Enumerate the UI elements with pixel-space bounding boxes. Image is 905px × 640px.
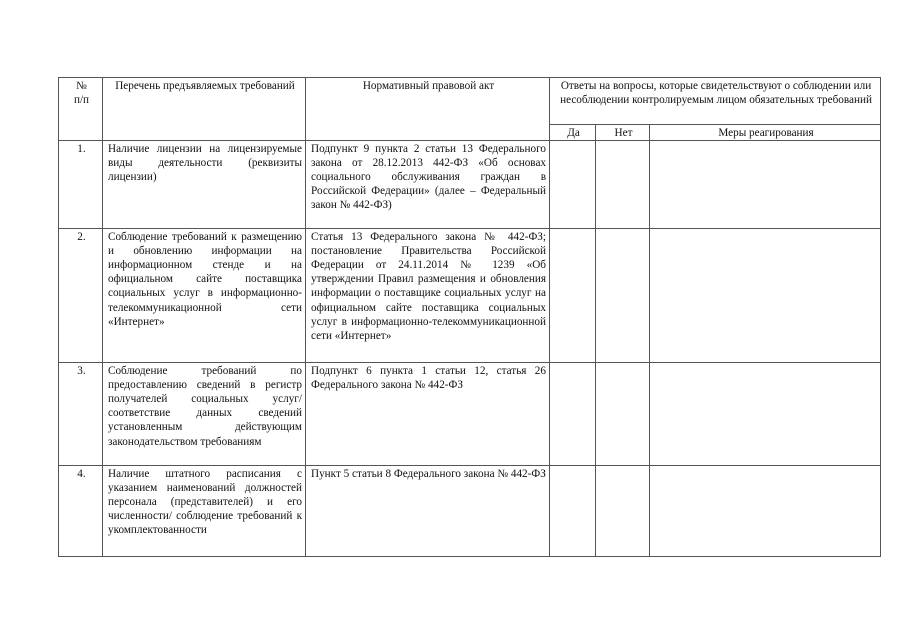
yes-cell	[550, 141, 596, 229]
measures-cell	[650, 141, 881, 229]
header-row	[59, 78, 881, 125]
requirement-cell: Наличие штатного расписания с указанием наименований должностей персонала (представителей) и его численности/ соблюдение требований к укомплектованности	[103, 466, 306, 557]
header-requirements: Перечень предъявляемых требований	[103, 78, 306, 141]
requirements-table	[58, 77, 881, 557]
table-row	[59, 141, 881, 229]
requirement-cell: Наличие лицензии на лицензируемые виды деятельности (реквизиты лицензии)	[103, 141, 306, 229]
yes-cell	[550, 363, 596, 466]
act-cell: Подпункт 6 пункта 1 статьи 12, статья 26 Федерального закона № 442-ФЗ	[306, 363, 550, 466]
header-act: Нормативный правовой акт	[306, 78, 550, 141]
requirement-cell: Соблюдение требований по предоставлению сведений в регистр получателей социальных услуг/соответствие данных сведений установленным действующим законодательством требованиям	[103, 363, 306, 466]
act-cell: Пункт 5 статьи 8 Федерального закона № 442-ФЗ	[306, 466, 550, 557]
row-number: 4.	[59, 466, 103, 557]
requirement-cell: Соблюдение требований к размещению и обновлению информации на информационном стенде и на официальном сайте поставщика социальных услуг в информационно-телекоммуникационной сети «Интернет»	[103, 229, 306, 363]
header-measures: Меры реагирования	[650, 125, 881, 141]
yes-cell	[550, 466, 596, 557]
header-num: № п/п	[59, 78, 103, 141]
no-cell	[596, 141, 650, 229]
header-no: Нет	[596, 125, 650, 141]
table-row	[59, 363, 881, 466]
act-cell: Подпункт 9 пункта 2 статьи 13 Федерального закона от 28.12.2013 442-ФЗ «Об основах социального обслуживания граждан в Российской Федерации» (далее – Федеральный закон № 442-ФЗ)	[306, 141, 550, 229]
header-yes: Да	[550, 125, 596, 141]
table-row	[59, 466, 881, 557]
no-cell	[596, 466, 650, 557]
no-cell	[596, 363, 650, 466]
no-cell	[596, 229, 650, 363]
row-number: 1.	[59, 141, 103, 229]
measures-cell	[650, 229, 881, 363]
measures-cell	[650, 466, 881, 557]
yes-cell	[550, 229, 596, 363]
header-answers: Ответы на вопросы, которые свидетельствуют о соблюдении или несоблюдении контролируемым лицом обязательных требований	[550, 78, 881, 125]
row-number: 3.	[59, 363, 103, 466]
measures-cell	[650, 363, 881, 466]
table-row	[59, 229, 881, 363]
row-number: 2.	[59, 229, 103, 363]
act-cell: Статья 13 Федерального закона № 442-ФЗ; постановление Правительства Российской Федерации от 24.11.2014 № 1239 «Об утверждении Правил размещения и обновления информации о поставщике социальных услуг на официальном сайте поставщика социальных услуг в информационно-телекоммуникационной сети «Интернет»	[306, 229, 550, 363]
